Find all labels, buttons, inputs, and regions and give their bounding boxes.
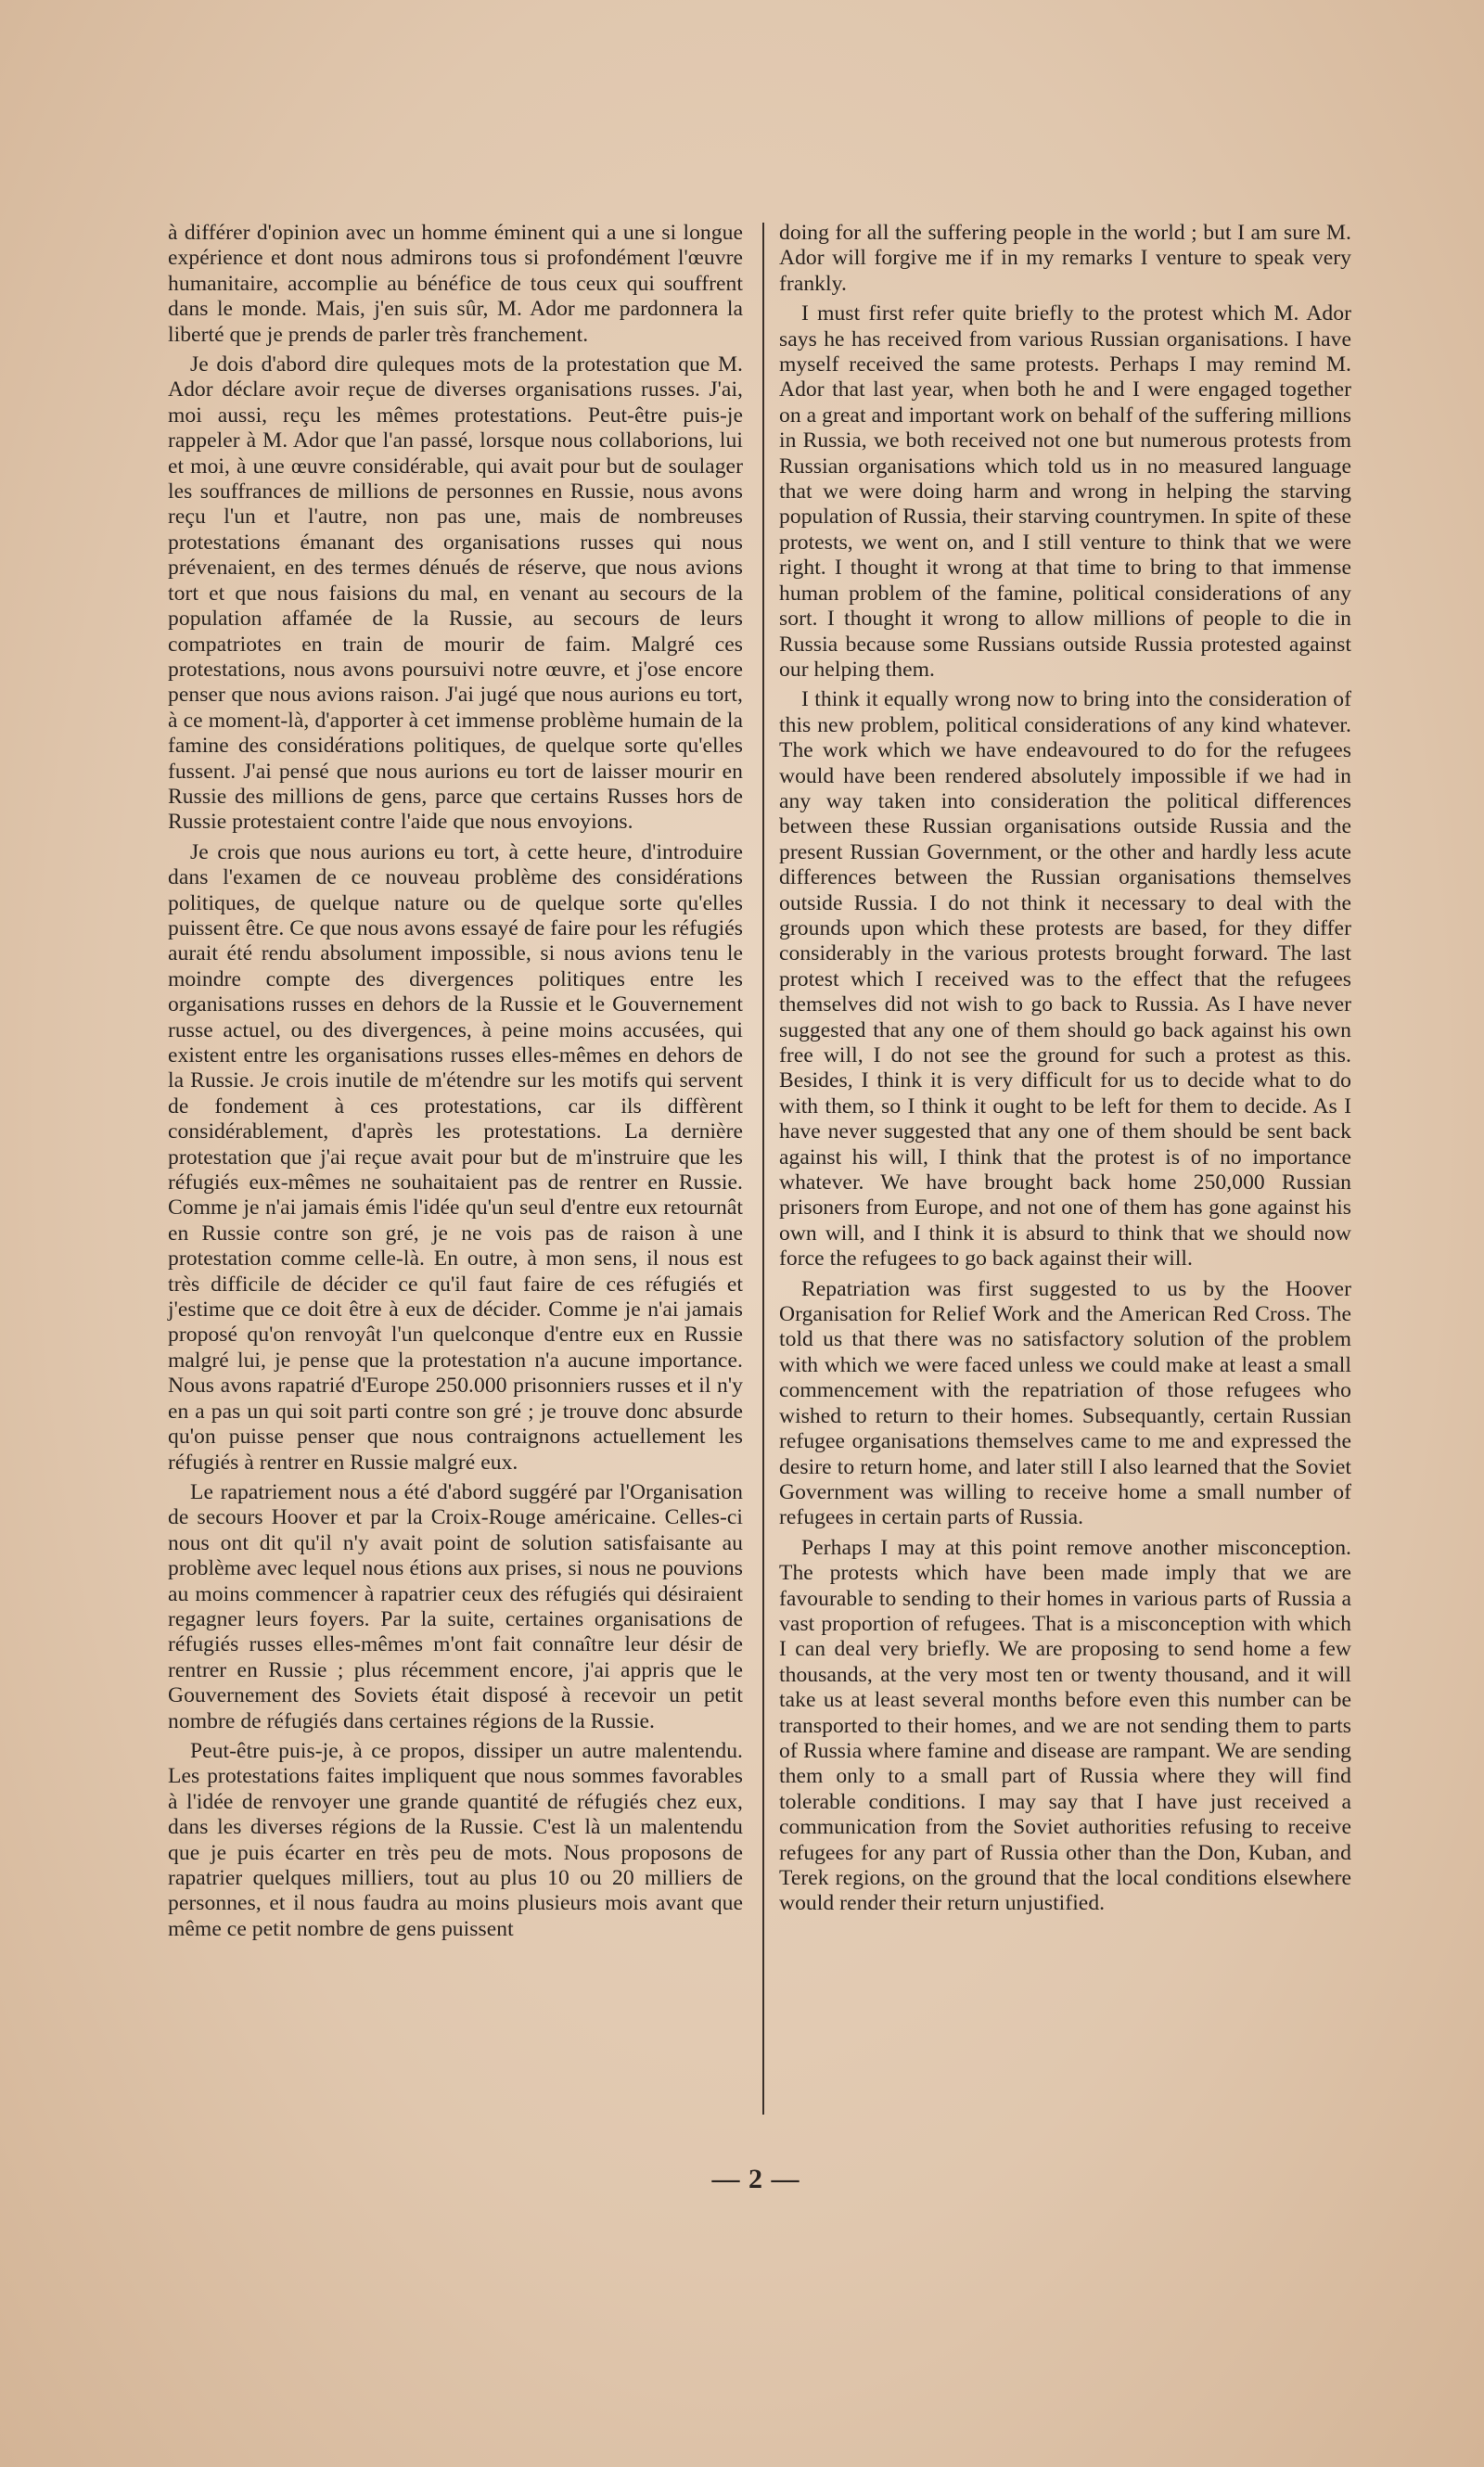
english-paragraph-3: I think it equally wrong now to bring into the consideration of this new problem, political considerations of any kind whatever. The work which we have endeavoured to do for the refugees would have been rendered absolutely impossible if we had in any way taken into consideration the political differences between these Russian organisations outside Russia and the present Russian Government, or the other and hardly less acute differences between the Russian organisations themselves outside Russia. I do not think it necessary to deal with the grounds upon which these protests are based, for they differ considerably in the various protests brought forward. The last protest which I received was to the effect that the refugees themselves did not wish to go back to Russia. As I have never suggested that any one of them should go back against his own free will, I do not see the ground for such a protest as this. Besides, I think it is very difficult for us to decide what to do with them, so I think it ought to be left for them to decide. As I have never suggested that any one of them should be sent back against his will, I think that the protest is of no importance whatever. We have brought back home 250,000 Russian prisoners from Europe, and not one of them has gone against his own will, and I think it is absurd to think that we should now force the refugees to go back against their will. [779,687,1351,1272]
english-paragraph-2: I must first refer quite briefly to the protest which M. Ador says he has received from various Russian organisations. I have myself received the same protests. Perhaps I may remind M. Ador that last year, when both he and I were engaged together on a great and important work on behalf of the suffering millions in Russia, we both received not one but numerous protests from Russian organisations which told us in no measured language that we were doing harm and wrong in helping the starving population of Russia, their starving countrymen. In spite of these protests, we went on, and I still venture to think that we were right. I thought it wrong at that time to bring to that immense human problem of the famine, political considerations of any sort. I thought it wrong to allow millions of people to die in Russia because some Russians outside Russia protested against our helping them. [779,301,1351,682]
column-divider [762,223,764,2115]
page-number: — 2 — [711,2164,800,2194]
english-paragraph-5: Perhaps I may at this point remove another misconception. The protests which have been made imply that we are favourable to sending to their homes in various parts of Russia a vast proportion of refugees. That is a misconception with which I can deal very briefly. We are proposing to send home a few thousands, at the very most ten or twenty thousand, and it will take us at least several months before even this number can be transported to their homes, and we are not sending them to parts of Russia where famine and disease are rampant. We are sending them only to a small part of Russia where they will find tolerable conditions. I may say that I have just received a communication from the Soviet authorities refusing to receive refugees for any part of Russia other than the Don, Kuban, and Terek regions, on the ground that the local conditions elsewhere would render their return unjustified. [779,1535,1351,1916]
english-paragraph-1: doing for all the suffering people in the world ; but I am sure M. Ador will forgive me if in my remarks I venture to speak very frankly. [779,221,1351,296]
french-paragraph-3: Je crois que nous aurions eu tort, à cette heure, d'introduire dans l'examen de ce nouveau problème des considérations politiques, de quelque nature ou de quelque sorte qu'elles puissent être. Ce que nous avons essayé de faire pour les réfugiés aurait été rendu absolument impossible, si nous avions tenu le moindre compte des divergences politiques entre les organisations russes en dehors de la Russie et le Gouvernement russe actuel, ou des divergences, à peine moins accusées, qui existent entre les organisations russes elles-mêmes en dehors de la Russie. Je crois inutile de m'étendre sur les motifs qui servent de fondement à ces protestations, car ils diffèrent considérablement, d'après les protestations. La dernière protestation que j'ai reçue avait pour but de m'instruire que les réfugiés eux-mêmes ne souhaitaient pas de rentrer en Russie. Comme je n'ai jamais émis l'idée qu'un seul d'entre eux retournât en Russie contre son gré, je ne vois pas de raison à une protestation comme celle-là. En outre, à mon sens, il nous est très difficile de décider ce qu'il faut faire de ces réfugiés et j'estime que ce doit être à eux de décider. Comme je n'ai jamais proposé qu'on renvoyât l'un quelconque d'entre eux en Russie malgré lui, je pense que la protestation n'a aucune importance. Nous avons rapatrié d'Europe 250.000 prisonniers russes et il n'y en a pas un qui soit parti contre son gré ; je trouve donc absurde qu'on puisse penser que nous contraignons actuellement les réfugiés à rentrer en Russie malgré eux. [168,839,743,1475]
french-column [168,221,743,1947]
french-paragraph-2: Je dois d'abord dire quleques mots de la protestation que M. Ador déclare avoir reçue de diverses organisations russes. J'ai, moi aussi, reçu les mêmes protestations. Peut-être puis-je rappeler à M. Ador que l'an passé, lorsque nous collaborions, lui et moi, à une œuvre considérable, qui avait pour but de soulager les souffrances de millions de personnes en Russie, nous avons reçu l'un et l'autre, non pas une, mais de nombreuses protestations émanant des organisations russes qui nous prévenaient, en des termes dénués de réserve, que nous avions tort et que nous faisions du mal, en venant au secours de la population affamée de la Russie, au secours de leurs compatriotes en train de mourir de faim. Malgré ces protestations, nous avons poursuivi notre œuvre, et j'ose encore penser que nous avions raison. J'ai jugé que nous aurions eu tort, à ce moment-là, d'apporter à cet immense problème humain de la famine des considérations politiques, de quelque sorte qu'elles fussent. J'ai pensé que nous aurions eu tort de laisser mourir en Russie des millions de gens, parce que certains Russes hors de Russie protestaient contre l'aide que nous envoyions. [168,352,743,835]
english-paragraph-4: Repatriation was first suggested to us by the Hoover Organisation for Relief Work and the American Red Cross. The told us that there was no satisfactory solution of the problem with which we were faced unless we could make at least a small commencement with the repatriation of those refugees who wished to return to their homes. Subsequantly, certain Russian refugee organisations themselves came to me and expressed the desire to return home, and later still I also learned that the Soviet Government was willing to receive home a small number of refugees in certain parts of Russia. [779,1276,1351,1530]
english-column [779,221,1351,1922]
french-paragraph-1: à différer d'opinion avec un homme éminent qui a une si longue expérience et dont nous admirons tous si profondément l'œuvre humanitaire, accomplie au bénéfice de tous ceux qui souffrent dans le monde. Mais, j'en suis sûr, M. Ador me pardonnera la liberté que je prends de parler très franchement. [168,221,743,347]
french-paragraph-4: Le rapatriement nous a été d'abord suggéré par l'Organisation de secours Hoover et par la Croix-Rouge américaine. Celles-ci nous ont dit qu'il n'y avait point de solution satisfaisante au problème avec lequel nous étions aux prises, si nous ne pouvions au moins commencer à rapatrier ceux des réfugiés qui désiraient regagner leurs foyers. Par la suite, certaines organisations de réfugiés russes elles-mêmes m'ont fait connaître leur désir de rentrer en Russie ; plus récemment encore, j'ai appris que le Gouvernement des Soviets était disposé à recevoir un petit nombre de réfugiés dans certaines régions de la Russie. [168,1479,743,1733]
french-paragraph-5: Peut-être puis-je, à ce propos, dissiper un autre malentendu. Les protestations faites impliquent que nous sommes favorables à l'idée de renvoyer une grande quantité de réfugiés chez eux, dans les diverses régions de la Russie. C'est là un malentendu que je puis écarter en très peu de mots. Nous proposons de rapatrier quelques milliers, tout au plus 10 ou 20 milliers de personnes, et il nous faudra au moins plusieurs mois avant que même ce petit nombre de gens puissent [168,1738,743,1941]
